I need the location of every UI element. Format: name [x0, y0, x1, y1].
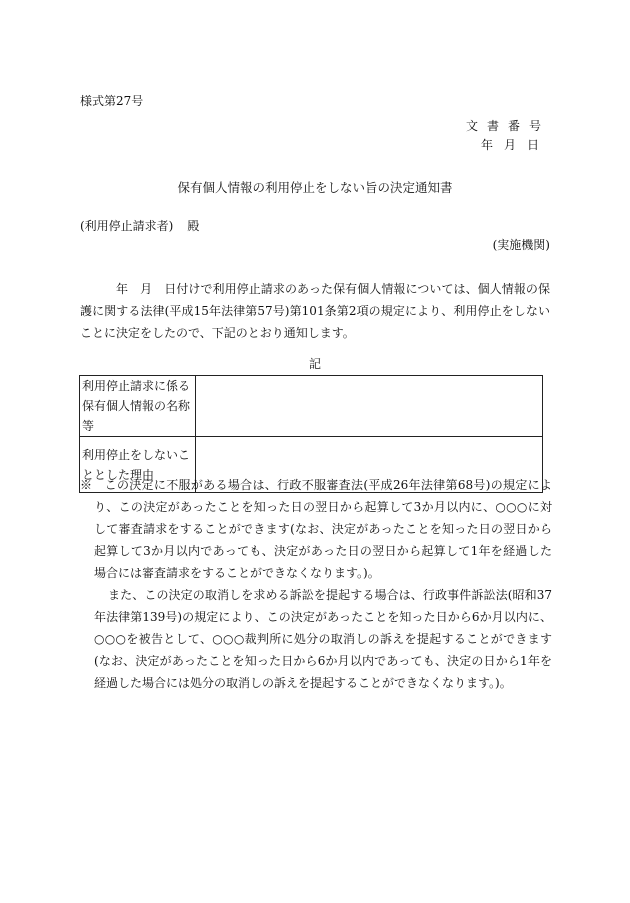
- table-row: [80, 376, 543, 437]
- notice-paragraph-appeal: ※ この決定に不服がある場合は、行政不服審査法(平成26年法律第68号)の規定により、この決定があったことを知った日の翌日から起算して3か月以内に、○○○に対して審査請求をすることができます(なお、決定があったことを知った日の翌日から起算して3か月以内であっても、決定があった日の翌日から起算して1年を経過した場合には審査請求をすることができなくなります。)。: [80, 478, 552, 580]
- table-label-cell: 利用停止をしないこととした理由: [80, 437, 196, 493]
- body-paragraph: 年 月 日付けで利用停止請求のあった保有個人情報については、個人情報の保護に関する法律(平成15年法律第57号)第101条第2項の規定により、利用停止をしないことに決定をしたので、下記のとおり通知します。: [80, 282, 550, 340]
- table-value-cell: [196, 376, 543, 437]
- addressee-honorific: 殿: [187, 219, 200, 233]
- ki-heading: 記: [308, 357, 321, 371]
- form-number: 様式第27号: [80, 94, 144, 108]
- implementing-agency: (実施機関): [492, 238, 550, 252]
- addressee-line: [80, 218, 199, 234]
- document-date: 年月日: [480, 138, 550, 152]
- notice-section: [80, 474, 552, 694]
- addressee-name: (利用停止請求者): [80, 219, 174, 233]
- notice-paragraph-lawsuit: また、この決定の取消しを求める訴訟を提起する場合は、行政事件訴訟法(昭和37年法律第139号)の規定により、この決定があったことを知った日から6か月以内に、○○○を被告として、○○○裁判所に処分の取消しの訴えを提起することができます(なお、決定があったことを知った日から6か月以内であっても、決定の日から1年を経過した場合には処分の取消しの訴えを提起することができなくなります。)。: [94, 588, 552, 690]
- document-number: 文書番号: [465, 119, 550, 133]
- table-label-cell: 利用停止請求に係る保有個人情報の名称等: [80, 376, 196, 437]
- document-title: 保有個人情報の利用停止をしない旨の決定通知書: [177, 180, 453, 195]
